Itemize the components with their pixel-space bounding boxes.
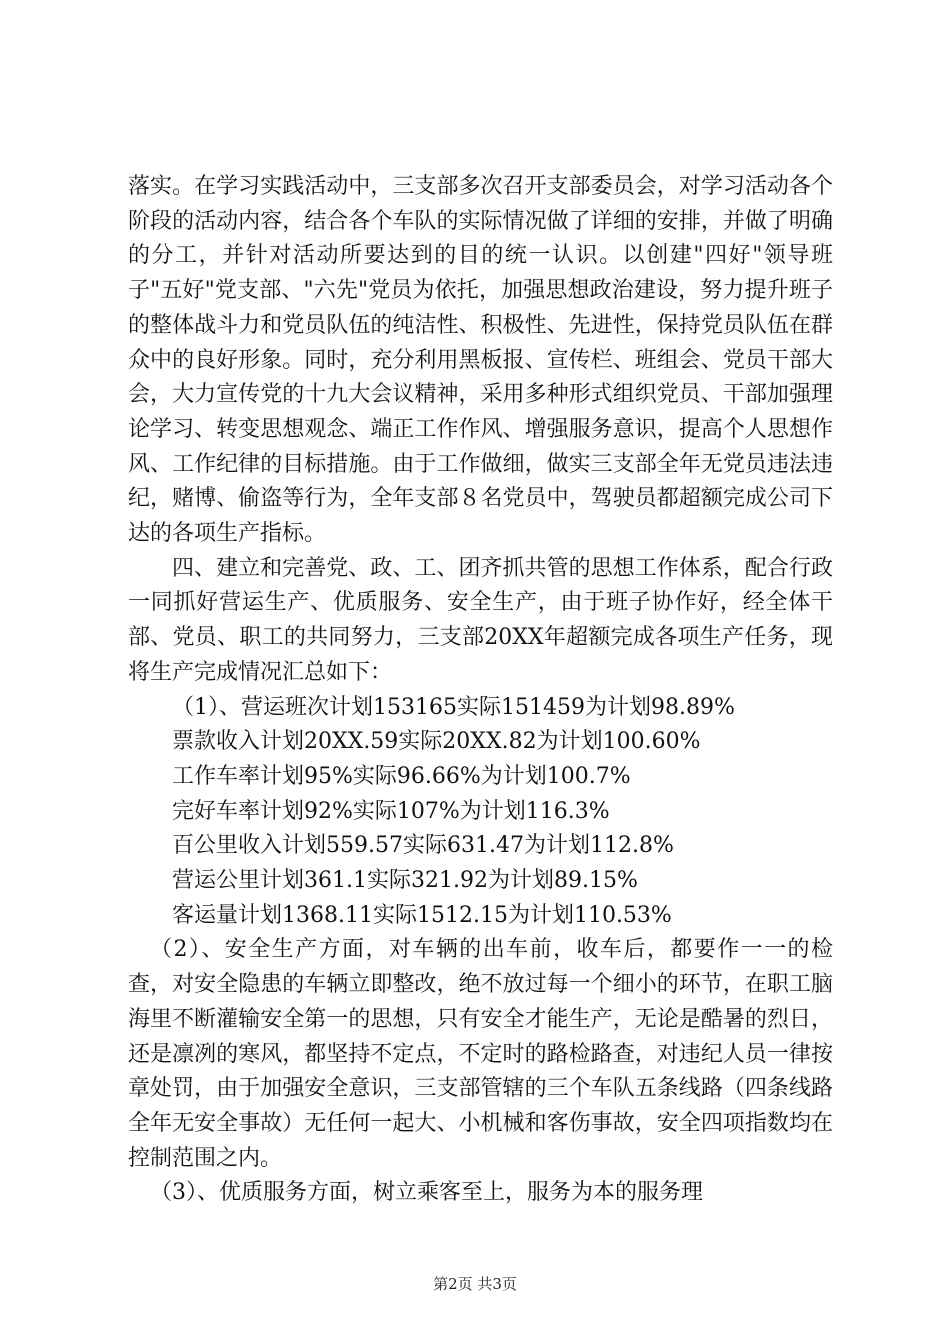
- stat-line-operating-km: 营运公里计划361.1实际321.92为计划89.15%: [172, 868, 638, 894]
- paragraph-continuation: 落实。在学习实践活动中，三支部多次召开支部委员会，对学习活动各个阶段的活动内容，结合各个车队的实际情况做了详细的安排，并做了明确的分工，并针对活动所要达到的目的统一认识。以创建"四好"领导班子"五好"党支部、"六先"党员为依托，加强思想政治建设，努力提升班子的整体战斗力和党员队伍的纯洁性、积极性、先进性，保持党员队伍在群众中的良好形象。同时，充分利用黑板报、宣传栏、班组会、党员干部大会，大力宣传党的十九大会议精神，采用多种形式组织党员、干部加强理论学习、转变思想观念、端正工作作风、增强服务意识，提高个人思想作风、工作纪律的目标措施。由于工作做细，做实三支部全年无党员违法违纪，赌博、偷盗等行为，全年支部８名党员中，驾驶员都超额完成公司下达的各项生产指标。: [128, 174, 833, 547]
- stat-line-good-vehicle-rate: 完好车率计划92%实际107%为计划116.3%: [172, 798, 610, 824]
- document-body: [128, 170, 833, 1211]
- stat-line-working-vehicle-rate: 工作车率计划95%实际96.66%为计划100.7%: [172, 763, 631, 789]
- stat-line-passenger-volume: 客运量计划1368.11实际1512.15为计划110.53%: [172, 902, 672, 928]
- stat-line-trips: （1）、营运班次计划153165实际151459为计划98.89%: [172, 694, 735, 720]
- paragraph-safety: （2）、安全生产方面，对车辆的出车前，收车后，都要作一一的检查，对安全隐患的车辆立即整改，绝不放过每一个细小的环节，在职工脑海里不断灌输安全第一的思想，只有安全才能生产，无论是酷暑的烈日，还是凛冽的寒风，都坚持不定点，不定时的路检路查，对违纪人员一律按章处罚，由于加强安全意识，三支部管辖的三个车队五条线路（四条线路全年无安全事故）无任何一起大、小机械和客伤事故，安全四项指数均在控制范围之内。: [128, 937, 833, 1171]
- paragraph-section-four: 四、建立和完善党、政、工、团齐抓共管的思想工作体系，配合行政一同抓好营运生产、优质服务、安全生产，由于班子协作好，经全体干部、党员、职工的共同努力，三支部20XX年超额完成各项生产任务，现将生产完成情况汇总如下：: [128, 555, 833, 685]
- page-number-footer: 第2页 共3页: [433, 1275, 517, 1293]
- stat-line-ticket-revenue: 票款收入计划20XX.59实际20XX.82为计划100.60%: [172, 729, 701, 755]
- paragraph-service: （3）、优质服务方面，树立乘客至上，服务为本的服务理: [150, 1180, 703, 1206]
- stat-line-revenue-per-100km: 百公里收入计划559.57实际631.47为计划112.8%: [172, 833, 674, 859]
